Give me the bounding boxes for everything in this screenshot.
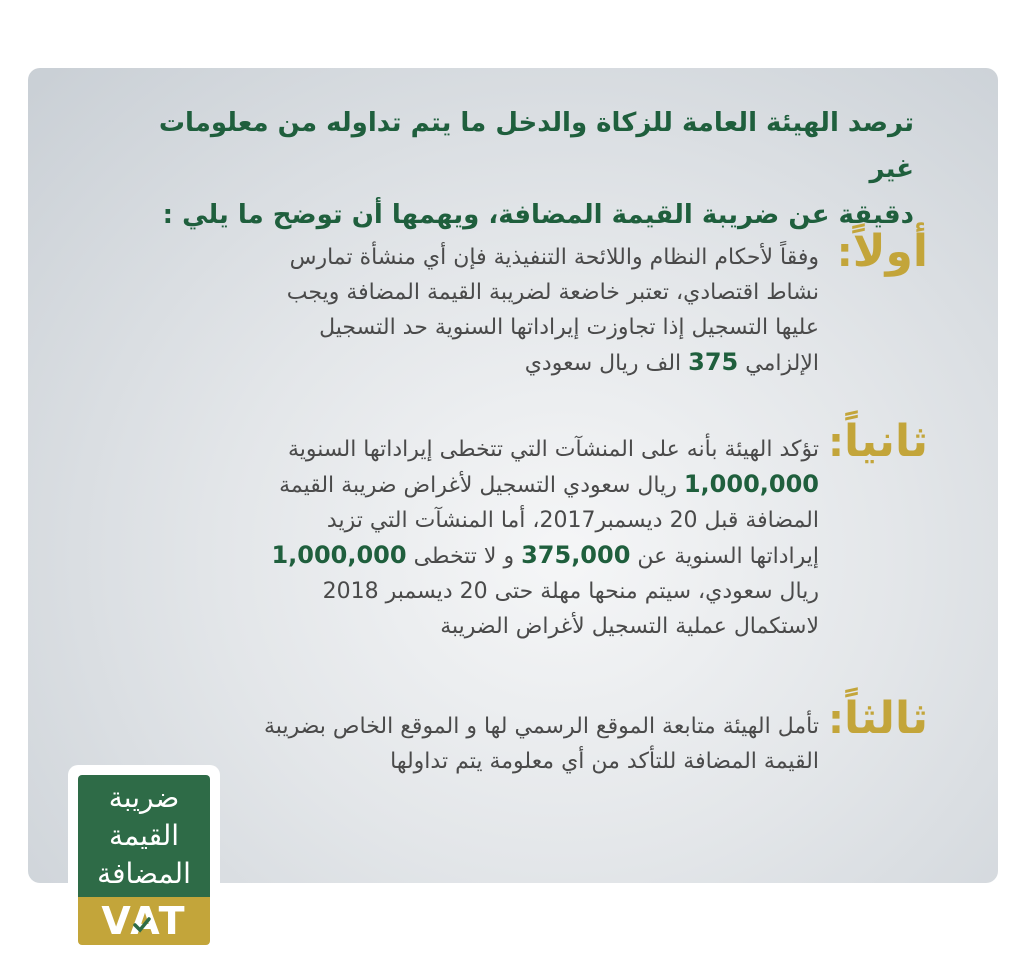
section-third <box>259 709 819 779</box>
heading-first-label: أولاً <box>852 226 928 277</box>
vat-logo-arabic <box>78 775 210 897</box>
section-first-num-a: 375 <box>688 348 739 376</box>
section-first <box>259 240 819 381</box>
section-first-text-a: وفقاً لأحكام النظام واللائحة التنفيذية فإن أي منشأة تمارس نشاط اقتصادي، تعتبر خاضعة لضريبة القيمة المضافة ويجب عليها التسجيل إذا تجاوزت إيراداتها السنوية حد التسجيل الإلزامي <box>286 245 819 376</box>
section-second <box>259 432 819 644</box>
intro-line-2: دقيقة عن ضريبة القيمة المضافة، ويهمها أن توضح ما يلي : <box>162 200 914 230</box>
vat-logo-line-1: ضريبة <box>108 781 180 814</box>
heading-third-colon: : <box>827 697 844 743</box>
vat-logo-text: VAT <box>101 899 187 943</box>
heading-first-colon: : <box>836 230 853 276</box>
heading-second-label: ثانياً <box>843 416 928 467</box>
heading-first <box>837 228 928 277</box>
heading-third <box>828 695 928 744</box>
vat-logo-line-2: القيمة <box>108 819 180 852</box>
vat-logo-line-3: المضافة <box>97 857 191 890</box>
section-second-text-b: ريال سعودي التسجيل لأغراض ضريبة القيمة المضافة قبل 20 ديسمبر2017، أما المنشآت التي تزيد إيراداتها السنوية عن <box>279 473 819 569</box>
section-second-text-a: تؤكد الهيئة بأنه على المنشآت التي تتخطى إيراداتها السنوية <box>287 437 819 462</box>
section-second-num-c: 1,000,000 <box>271 541 407 569</box>
intro-text <box>114 100 914 238</box>
section-second-text-c: و لا تتخطى <box>413 544 515 569</box>
vat-logo <box>68 765 220 955</box>
heading-third-label: ثالثاً <box>843 693 928 744</box>
section-first-text-b: الف ريال سعودي <box>524 351 682 376</box>
section-second-num-b: 375,000 <box>521 541 631 569</box>
heading-second-colon: : <box>827 420 844 466</box>
section-third-text-a: تأمل الهيئة متابعة الموقع الرسمي لها و الموقع الخاص بضريبة القيمة المضافة للتأكد من أي معلومة يتم تداولها <box>264 714 819 774</box>
heading-second <box>828 418 928 467</box>
intro-line-1: ترصد الهيئة العامة للزكاة والدخل ما يتم تداوله من معلومات غير <box>158 108 914 184</box>
section-second-num-a: 1,000,000 <box>683 470 819 498</box>
section-second-text-d: ريال سعودي، سيتم منحها مهلة حتى 20 ديسمبر 2018 لاستكمال عملية التسجيل لأغراض الضريبة <box>322 579 819 639</box>
checkmark-icon <box>132 915 152 935</box>
